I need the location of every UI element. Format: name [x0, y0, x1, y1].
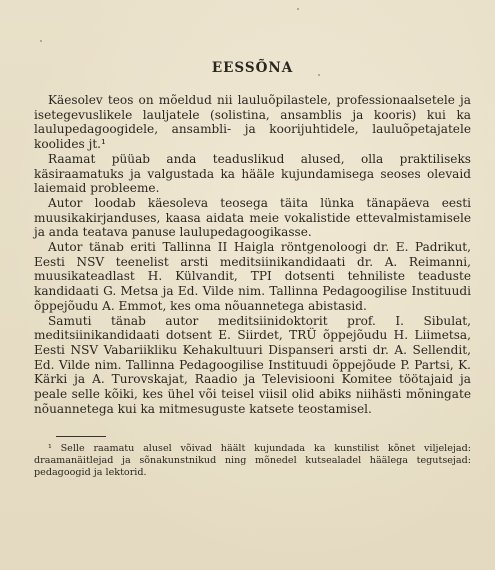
preface-body: [34, 93, 471, 416]
footnote: ¹ Selle raamatu alusel võivad häält kujundada ka kunstilist kõnet viljelejad: draamanäitlejad ja sõnakunstnikud ning mõnedel kutsealadel häälega tegutsejad: pedagoogid ja lektorid.: [34, 443, 471, 479]
paper-speck: [40, 40, 42, 42]
paragraph-5: Samuti tänab autor meditsiinidoktorit prof. I. Sibulat, meditsiinikandidaati dotsent E. Siirdet, TRÜ õppejõudu H. Liimetsa, Eesti NSV Vabariikliku Kehakultuuri Dispanseri arsti dr. A. Sellendit, Ed. Vilde nim. Tallinna Pedagoogilise Instituudi õppejõude P. Partsi, K. Kärki ja A. Turovskajat, Raadio ja Televisiooni Komitee töötajaid ja peale selle kõiki, kes ühel või teisel viisil olid abiks niihästi mõningate nõuannetega kui ka mitmesuguste katsete teostamisel.: [34, 313, 471, 416]
paragraph-3: Autor loodab käesoleva teosega täita lünka tänapäeva eesti muusikakirjanduses, kaasa aidata meie vokalistide ettevalmistamisele ja anda teatava panuse laulupedagoogikasse.: [34, 195, 471, 240]
paragraph-4: Autor tänab eriti Tallinna II Haigla röntgenoloogi dr. E. Padrikut, Eesti NSV teenelist arsti meditsiinikandidaati dr. A. Reimanni, muusikateadlast H. Külvandit, TPI dotsenti tehniliste teaduste kandidaati G. Metsa ja Ed. Vilde nim. Tallinna Pedagoogilise Instituudi õppejõudu A. Emmot, kes oma nõuannetega abistasid.: [34, 240, 471, 313]
page-title: EESSÕNA: [211, 60, 294, 76]
paragraph-2: Raamat püüab anda teaduslikud alused, olla praktiliseks käsiraamatuks ja valgustada ka hääle kujundamisega seoses olevaid laiemaid probleeme.: [34, 151, 471, 196]
paper-speck: [297, 8, 299, 10]
paragraph-1: Käesolev teos on mõeldud nii lauluõpilastele, professionaalsetele ja isetegevuslikele lauljatele (solistina, ansamblis ja kooris) kui ka laulupedagoogidele, ansambli- ja koorijuhtidele, lauluõpetajatele koolides jt.¹: [34, 93, 471, 152]
footnote-divider: [56, 436, 106, 437]
paper-speck: [318, 74, 320, 76]
